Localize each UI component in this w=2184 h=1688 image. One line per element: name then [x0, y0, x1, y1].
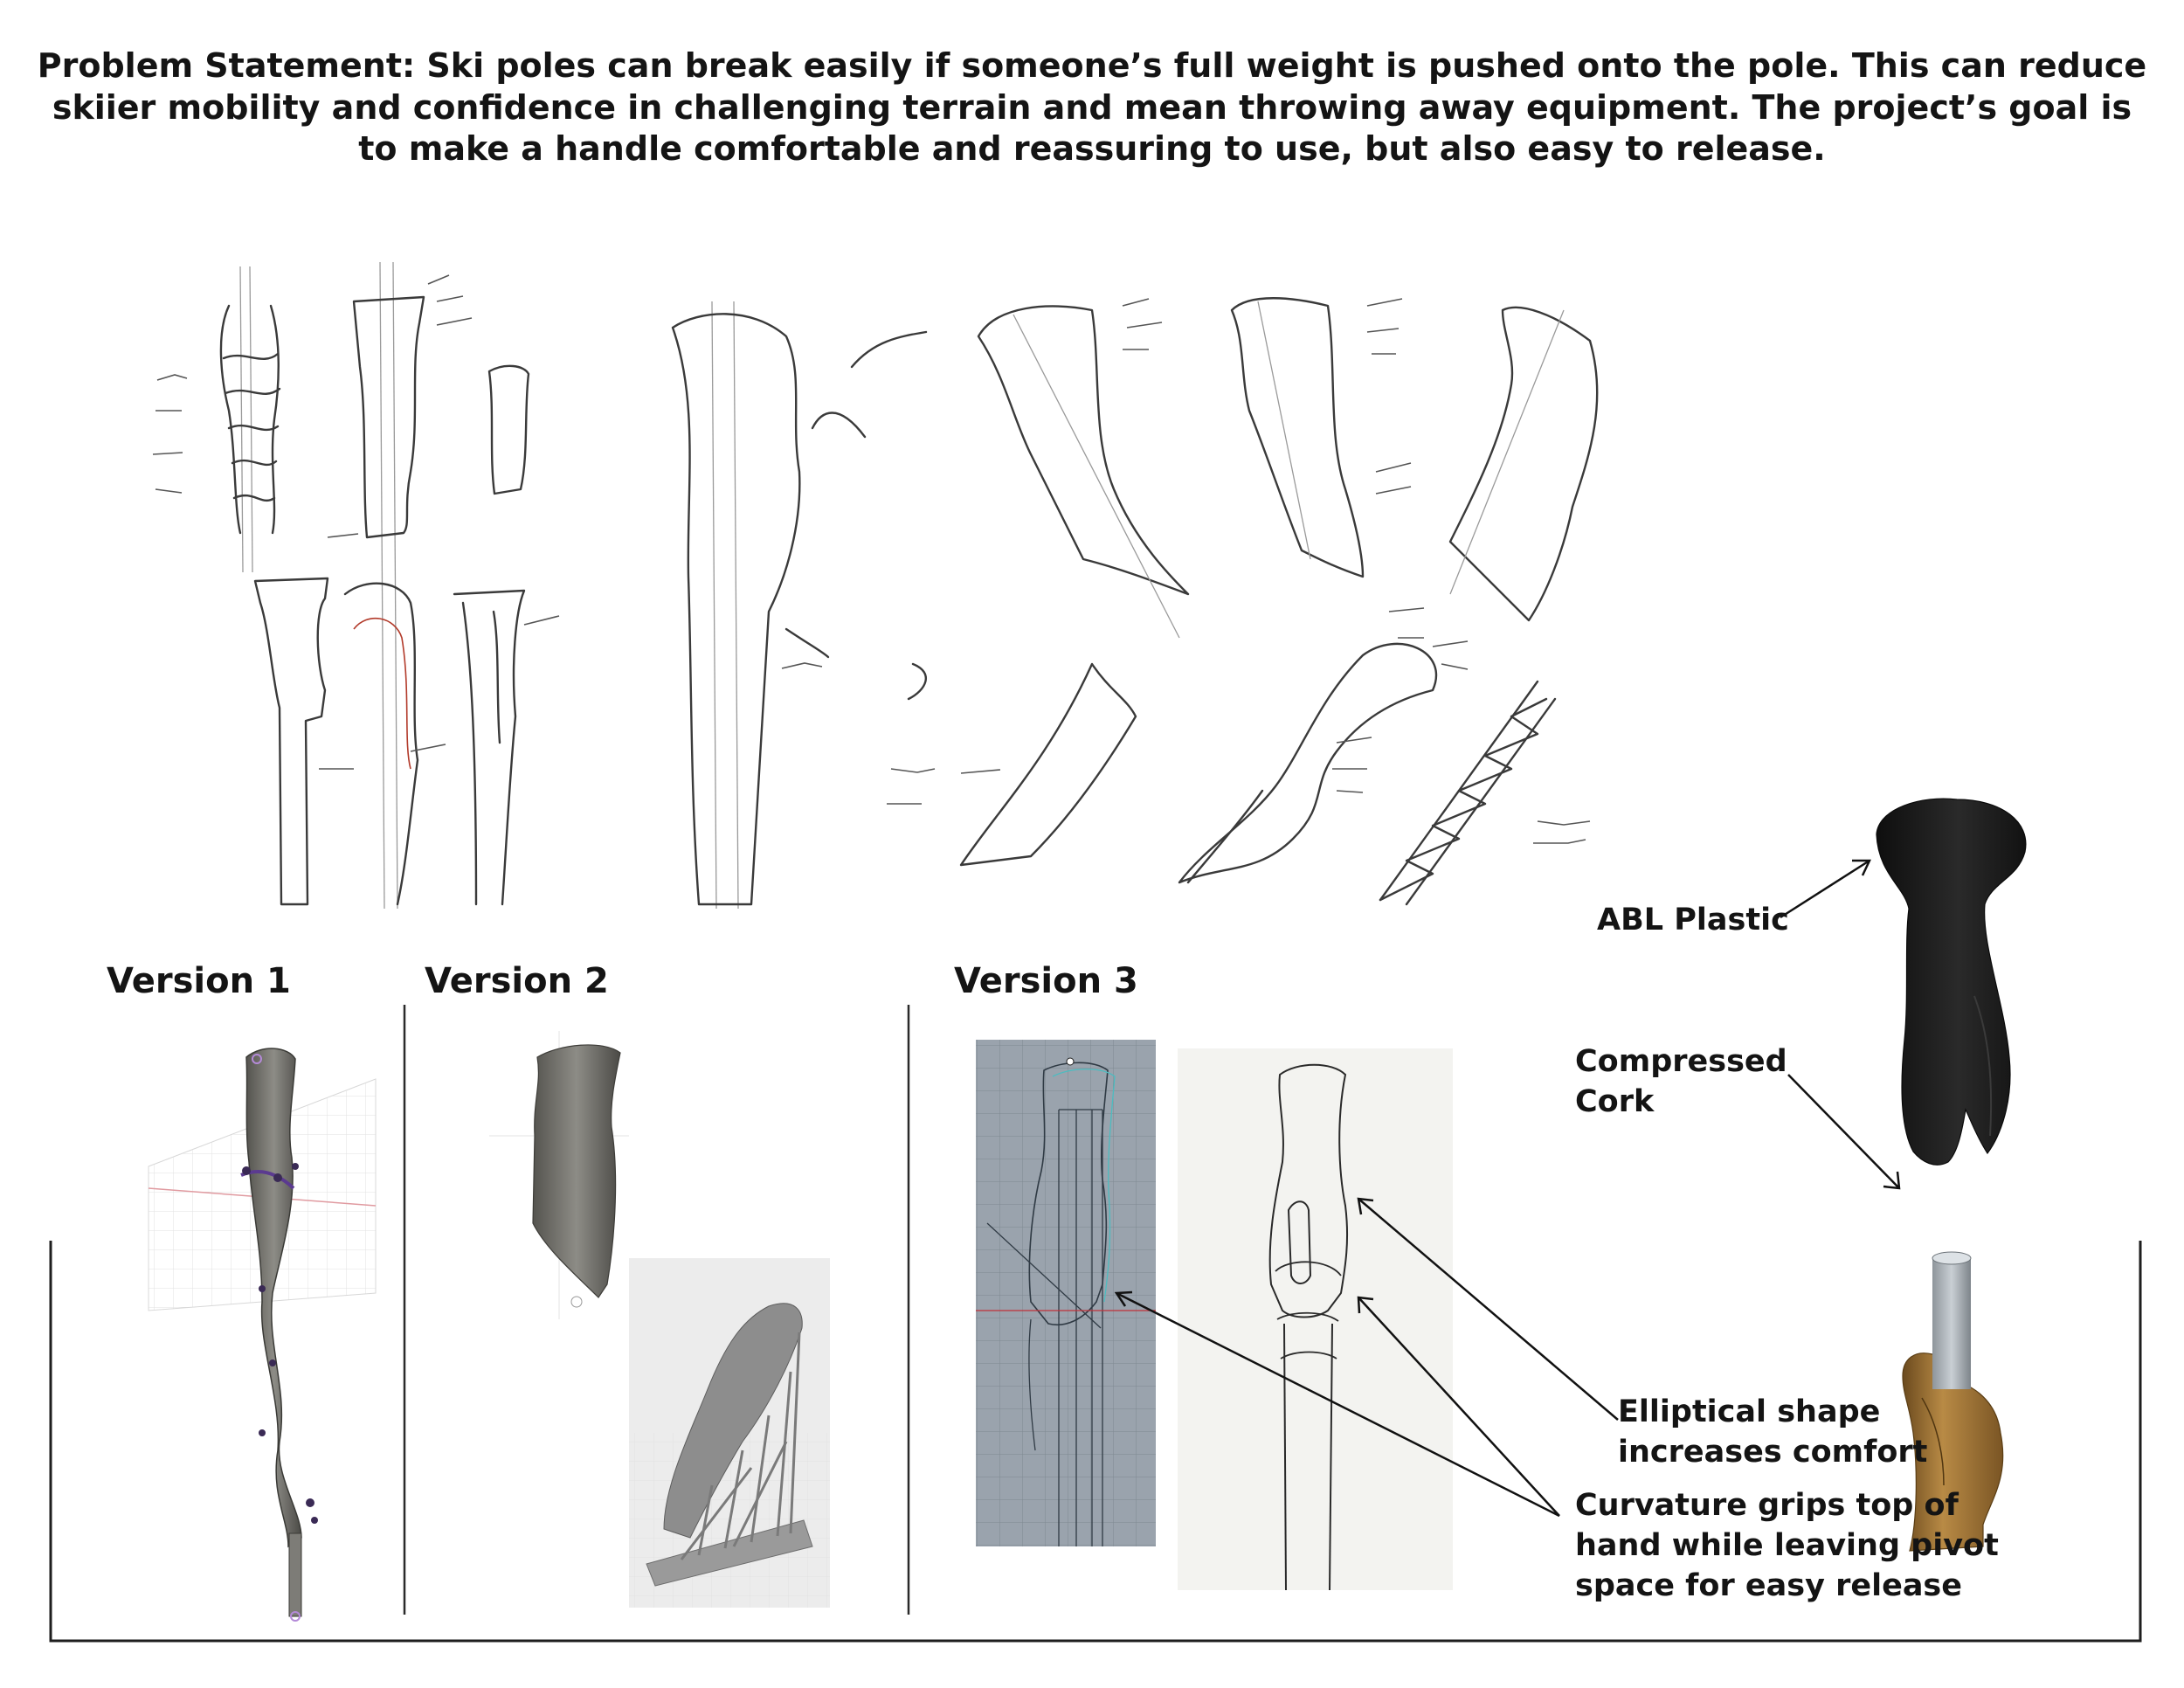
version2-model [489, 1031, 830, 1608]
version3-sketch-render [1178, 1048, 1453, 1590]
version2-label: Version 2 [425, 961, 609, 1001]
callout-elliptical-line1: Elliptical shape [1618, 1394, 1881, 1429]
concept-sketches [153, 262, 1597, 909]
callout-compressed-cork-line1: Compressed [1575, 1044, 1787, 1079]
callout-elliptical-shape [1618, 1392, 1927, 1472]
sketch-chunky-grip [328, 262, 472, 909]
version3-label: Version 3 [954, 961, 1138, 1001]
callout-curvature-line1: Curvature grips top of [1575, 1488, 1959, 1523]
callout-curvature [1575, 1485, 1999, 1607]
version1-model [149, 1048, 376, 1621]
callout-elliptical-line2: increases comfort [1618, 1435, 1928, 1470]
sketch-webbing-handles [978, 298, 1597, 638]
sketch-rubber-grip [1179, 608, 1468, 882]
sketch-cork-pole [673, 301, 926, 909]
sketch-foam-spiral [887, 664, 1136, 865]
sketch-small-handle [489, 366, 529, 494]
callout-abl-plastic: ABL Plastic [1597, 903, 1789, 937]
sketch-cork-sleeve [255, 578, 559, 904]
version1-label: Version 1 [107, 961, 291, 1001]
callout-curvature-line2: hand while leaving pivot [1575, 1528, 1999, 1564]
problem-statement: Problem Statement: Ski poles can break easily if someone’s full weight is pushed onto the pole. This can reduce skiier mobility and confidence in challenging terrain and mean throwing away equipment. The project’s goal is to make a handle comfortable and reassuring to use, but also easy to release. [37, 46, 2147, 168]
sketch-spiral-grip [153, 266, 280, 572]
callout-curvature-line3: space for easy release [1575, 1568, 1963, 1604]
callout-compressed-cork-line2: Cork [1575, 1084, 1655, 1120]
callout-compressed-cork [1575, 1041, 1787, 1122]
sketch-diamond-spiral [1380, 681, 1590, 904]
